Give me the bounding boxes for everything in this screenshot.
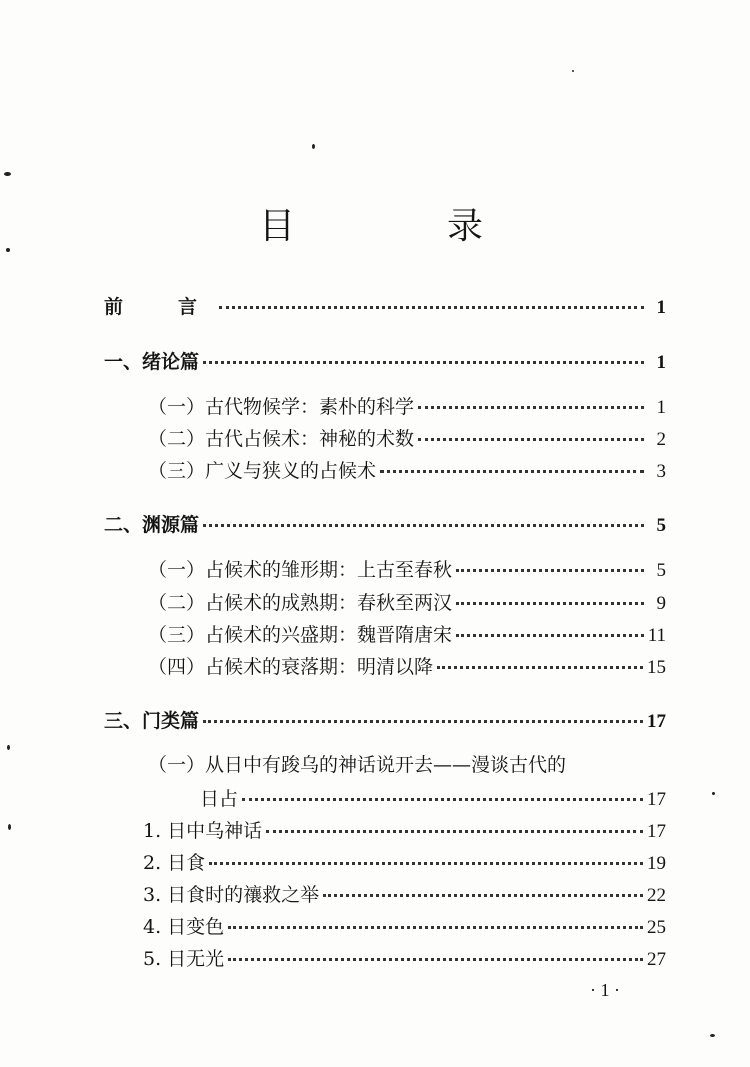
toc-page-number: 2 — [656, 429, 666, 450]
toc-subentry — [143, 912, 666, 939]
toc-page-number: 19 — [647, 853, 666, 874]
toc-entry-label: 日占 — [200, 788, 239, 810]
toc-entry-label: （二）占候术的成熟期：春秋至两汉 — [148, 592, 453, 614]
toc-page-number: 1 — [656, 397, 666, 418]
dot-leader — [418, 438, 644, 441]
toc-entry-label: 2. 日食 — [143, 852, 206, 874]
toc-entry — [148, 652, 666, 679]
toc-entry-label: 1. 日中乌神话 — [143, 820, 263, 842]
toc-page-number: 5 — [656, 560, 666, 581]
scan-speck — [712, 792, 715, 795]
dot-leader — [203, 524, 644, 527]
toc-entry — [148, 555, 666, 582]
dot-leader — [418, 406, 644, 409]
toc-entry-preface — [104, 292, 666, 319]
page-title: 目 录 — [258, 206, 541, 247]
toc-entry-label: 4. 日变色 — [143, 916, 225, 938]
toc-entry — [148, 392, 666, 419]
toc-entry-label: 三、门类篇 — [104, 710, 200, 732]
toc-page-number: 15 — [647, 657, 666, 678]
toc-page-number: 9 — [656, 593, 666, 614]
scan-speck — [572, 70, 574, 72]
dot-leader — [380, 470, 644, 473]
toc-section-1 — [104, 347, 666, 374]
toc-page-number: 11 — [647, 625, 666, 646]
toc-subentry — [143, 848, 666, 875]
scan-speck — [6, 248, 10, 252]
toc-page-number: 5 — [656, 515, 666, 536]
toc-entry — [148, 588, 666, 615]
toc-page-number: 1 — [656, 352, 666, 373]
toc-page-number: 27 — [647, 949, 666, 970]
toc-entry-label: 前 言 — [104, 296, 216, 318]
toc-section-3 — [104, 706, 666, 733]
page-number-footer: · 1 · — [590, 980, 620, 1000]
dot-leader — [456, 634, 644, 637]
toc-page-number: 17 — [647, 789, 666, 810]
toc-entry-label: （三）占候术的兴盛期：魏晋隋唐宋 — [148, 624, 453, 646]
toc-entry — [148, 456, 666, 483]
dot-leader — [456, 569, 644, 572]
toc-entry-label: 5. 日无光 — [143, 948, 225, 970]
toc-page-number: 1 — [656, 297, 666, 318]
scan-speck — [312, 144, 315, 149]
toc-page-number: 17 — [647, 821, 666, 842]
scan-speck — [4, 172, 11, 176]
toc-subentry — [143, 944, 666, 971]
toc-entry-label: 一、绪论篇 — [104, 351, 200, 373]
dot-leader — [242, 798, 643, 801]
scan-speck — [7, 745, 10, 750]
dot-leader — [323, 894, 643, 897]
dot-leader — [437, 666, 643, 669]
dot-leader — [228, 926, 643, 929]
dot-leader — [203, 720, 643, 723]
toc-entry-label: （一）古代物候学：素朴的科学 — [148, 396, 415, 418]
dot-leader — [219, 306, 644, 309]
dot-leader — [456, 602, 644, 605]
toc-entry-multiline: （一）从日中有踆乌的神话说开去——漫谈古代的 — [148, 754, 567, 776]
toc-page-number: 3 — [656, 461, 666, 482]
toc-page-number: 22 — [647, 885, 666, 906]
toc-entry — [148, 424, 666, 451]
dot-leader — [209, 862, 643, 865]
dot-leader — [266, 830, 643, 833]
toc-entry-label: （一）占候术的雏形期：上古至春秋 — [148, 559, 453, 581]
toc-entry — [200, 784, 666, 811]
toc-entry-label: 3. 日食时的禳救之举 — [143, 884, 320, 906]
dot-leader — [203, 361, 644, 364]
toc-subentry — [143, 816, 666, 843]
toc-section-2 — [104, 510, 666, 537]
toc-entry-label: （四）占候术的衰落期：明清以降 — [148, 656, 434, 678]
toc-subentry — [143, 880, 666, 907]
toc-entry-label: （二）古代占候术：神秘的术数 — [148, 428, 415, 450]
toc-entry-label: （三）广义与狭义的占候术 — [148, 460, 377, 482]
dot-leader — [228, 958, 643, 961]
toc-entry — [148, 620, 666, 647]
scan-speck — [8, 824, 11, 830]
toc-entry-label: 二、渊源篇 — [104, 514, 200, 536]
toc-page-number: 17 — [647, 711, 666, 732]
scan-speck — [710, 1034, 715, 1037]
toc-page-number: 25 — [647, 917, 666, 938]
